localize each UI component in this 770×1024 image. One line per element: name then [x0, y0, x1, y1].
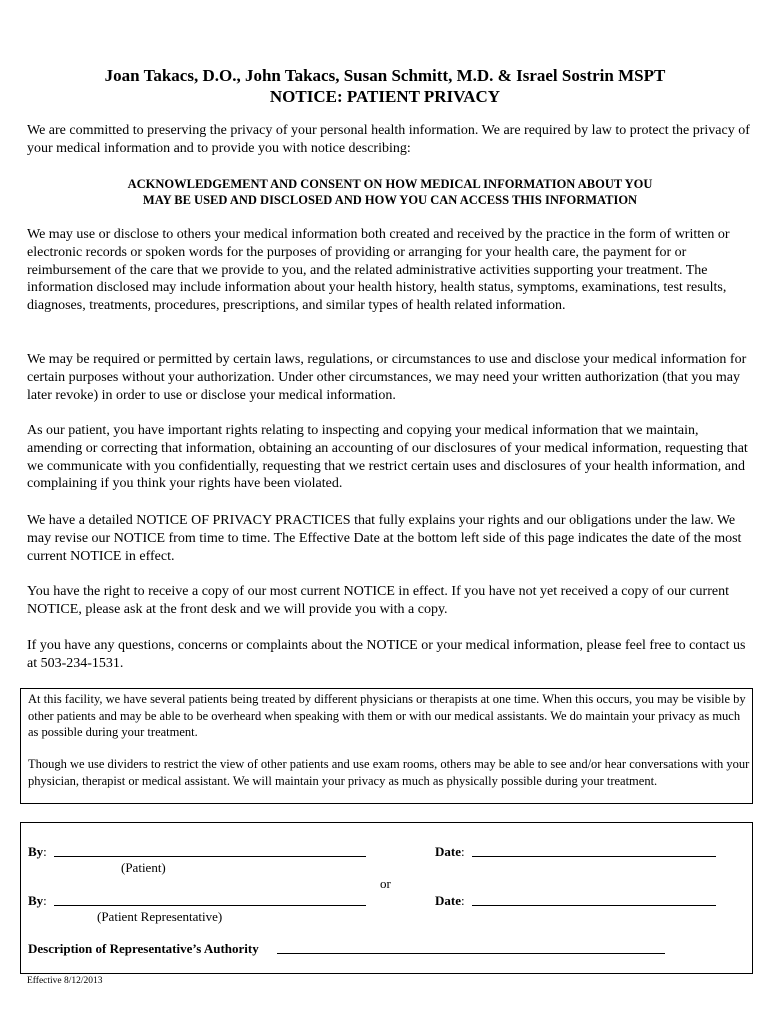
facility-privacy-box [20, 688, 753, 804]
acknowledgement-heading-line-2: MAY BE USED AND DISCLOSED AND HOW YOU CAN ACCESS THIS INFORMATION [142, 193, 638, 207]
date-label-patient: Date: [435, 844, 465, 859]
copy-rights-paragraph: You have the right to receive a copy of our most current NOTICE in effect. If you have not yet received a copy of our current NOTICE, please ask at the front desk and we will provide you with a copy. [27, 584, 729, 617]
by-label-representative: By: [28, 893, 47, 908]
questions-paragraph: If you have any questions, concerns or complaints about the NOTICE or your medical information, please feel free to contact us at 503-234-1531. [27, 638, 746, 671]
signature-box [20, 822, 753, 974]
acknowledgement-heading-line-1: ACKNOWLEDGEMENT AND CONSENT ON HOW MEDICAL INFORMATION ABOUT YOU [127, 177, 653, 191]
or-text: or [380, 876, 391, 891]
representative-authority-label: Description of Representative’s Authority [28, 941, 259, 956]
date-label-representative: Date: [435, 893, 465, 908]
representative-caption: (Patient Representative) [97, 909, 223, 924]
facility-paragraph-1: At this facility, we have several patients being treated by different physicians or therapists at one time. When this occurs, you may be visible by other patients and may be able to be overheard when speaking with them or with our medical assistants. We do maintain your privacy as much as possible during your treatment. [28, 692, 746, 739]
privacy-practices-paragraph: We have a detailed NOTICE OF PRIVACY PRACTICES that fully explains your rights and our obligations under the law. We may revise our NOTICE from time to time. The Effective Date at the bottom left side of this page indicates the date of the most current NOTICE in effect. [27, 513, 742, 564]
facility-paragraph-2: Though we use dividers to restrict the view of other patients and use exam rooms, others may be able to see and/or hear conversations with your physician, therapist or medical assistant. We will maintain your privacy as much as physically possible during your treatment. [28, 757, 750, 788]
practice-names-heading: Joan Takacs, D.O., John Takacs, Susan Schmitt, M.D. & Israel Sostrin MSPT [104, 66, 666, 85]
use-disclose-paragraph: We may use or disclose to others your medical information both created and received by the practice in the form of written or electronic records or spoken words for the purposes of providing or arranging for your health care, the payment for or reimbursement of the care that we provide to you, and the related administrative activities supporting your treatment. The information disclosed may include information about your health history, health status, symptoms, examinations, test results, diagnoses, treatments, procedures, prescriptions, and similar types of health related information. [27, 227, 730, 314]
patient-caption: (Patient) [121, 860, 166, 875]
intro-paragraph: We are committed to preserving the privacy of your personal health information. We are required by law to protect the privacy of your medical information and to provide you with notice describing: [27, 123, 750, 156]
patient-signature-line[interactable] [54, 856, 366, 857]
representative-authority-line[interactable] [277, 953, 665, 954]
patient-date-line[interactable] [472, 856, 716, 857]
effective-date: Effective 8/12/2013 [27, 976, 103, 986]
patient-rights-paragraph: As our patient, you have important rights relating to inspecting and copying your medical information that we maintain, amending or correcting that information, obtaining an accounting of our disclosures of your medical information, requesting that we communicate with you confidentially, requesting that we restrict certain uses and disclosures of your health information, and complaining if you think your rights have been violated. [27, 423, 748, 492]
representative-date-line[interactable] [472, 905, 716, 906]
representative-signature-line[interactable] [54, 905, 366, 906]
required-disclosure-paragraph: We may be required or permitted by certain laws, regulations, or circumstances to use and disclose your medical information for certain purposes without your authorization. Under other circumstances, we may need your written authorization (that you may later revoke) in order to use or disclose your medical information. [27, 352, 747, 403]
by-label-patient: By: [28, 844, 47, 859]
notice-title: NOTICE: PATIENT PRIVACY [269, 87, 501, 106]
